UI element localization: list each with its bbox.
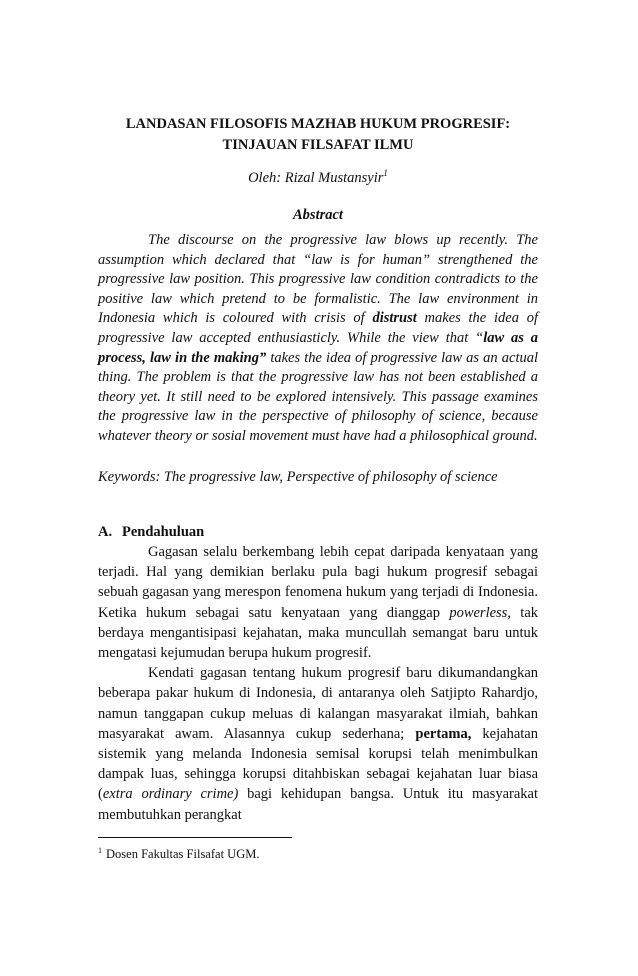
footnote-mark: 1	[98, 845, 102, 855]
abstract-part-3: takes the idea of progressive law as an actual thing. The problem is that the progressive law has not been established a theory yet. It still need to be explored intensively. This passage examines the progressive law in the perspective of philosophy of science, because whatever theory or sosial movement must have had a philosophical ground.	[98, 349, 538, 444]
section-number: A.	[98, 524, 113, 540]
abstract-text	[98, 231, 538, 447]
para2-part-b: kejahatan sistemik yang melanda Indonesia semisal korupsi telah menimbulkan dampak luas, sehingga korupsi ditahbiskan sebagai kejahatan luar biasa (	[98, 725, 538, 803]
paper-title-line-1: LANDASAN FILOSOFIS MAZHAB HUKUM PROGRESIF:	[125, 116, 511, 132]
body-paragraph-2	[98, 663, 538, 825]
para2-italic-crime: extra ordinary crime)	[102, 786, 239, 803]
body-text	[98, 542, 538, 825]
paper-title-line-2: TINJAUAN FILSAFAT ILMU	[222, 137, 414, 153]
para1-part-a: Gagasan selalu berkembang lebih cepat daripada kenyataan yang terjadi. Hal yang demikian berlaku pula bagi hukum progresif sebagai sebuah gagasan yang merespon fenomena hukum yang terjadi di Indonesia. Ketika hukum sebagai satu kenyataan yang dianggap	[98, 544, 538, 621]
para1-italic-powerless: powerless	[449, 604, 508, 621]
abstract-part-2: makes the idea of progressive law accepted enthusiasticly. While the view that “	[98, 310, 538, 346]
abstract-part-1: The discourse on the progressive law blows up recently. The assumption which declared that “law is for human” strengthened the progressive law position. This progressive law condition contradicts to the positive law which pretend to be formalistic. The law environment in Indonesia which is coloured with crisis of	[98, 232, 538, 327]
para2-part-a: Kendati gagasan tentang hukum progresif baru dikumandangkan beberapa pakar hukum di Indonesia, di antaranya oleh Satjipto Rahardjo, namun tanggapan cukup meluas di kalangan masyarakat ilmiah, bahkan masyarakat awam. Alasannya cukup sederhana;	[98, 665, 538, 742]
author-byline	[98, 168, 538, 188]
footnote	[98, 846, 538, 862]
abstract-bold-law-process: law as a process, law in the making”	[98, 329, 539, 366]
author-footnote-mark[interactable]: 1	[383, 168, 388, 179]
footnote-separator	[98, 837, 292, 838]
para1-part-b: , tak berdaya mengantisipasi kejahatan, maka muncullah semangat baru untuk mengatasi kejumudan berupa hukum progresif.	[98, 604, 538, 662]
paper-title	[98, 114, 538, 156]
para2-bold-pertama: pertama,	[415, 725, 472, 742]
abstract-bold-distrust: distrust	[372, 310, 417, 327]
footnote-text: Dosen Fakultas Filsafat UGM.	[106, 847, 260, 861]
author-name: Oleh: Rizal Mustansyir	[248, 170, 384, 186]
keywords: Keywords: The progressive law, Perspective of philosophy of science	[98, 469, 498, 485]
section-heading	[98, 522, 538, 542]
section-title: Pendahuluan	[122, 524, 205, 540]
body-paragraph-1	[98, 542, 538, 663]
para2-part-c: bagi kehidupan bangsa. Untuk itu masyarakat membutuhkan perangkat	[98, 786, 538, 823]
abstract-heading: Abstract	[293, 207, 343, 223]
